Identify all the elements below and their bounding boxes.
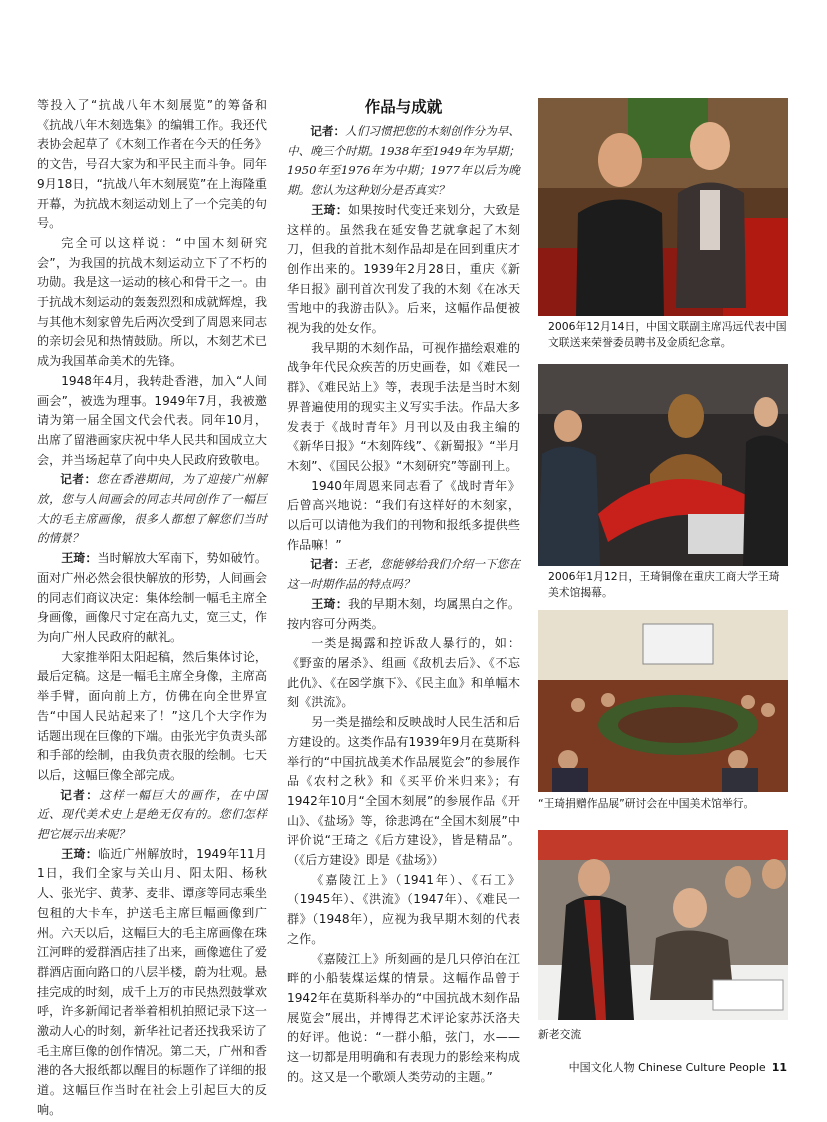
paragraph-text: 临近广州解放时，1949年11月1日，我们全家与关山月、阳太阳、杨秋人、张光宇、黄茅、麦非、谭彦等同志乘坐包租的大卡车，护送毛主席巨幅画像到广州。六天以后，这幅巨大的毛主席画像在珠江河畔的爱群酒店挂了出来，画像遮住了爱群酒店面向路口的八层半楼，蔚为壮观。悬挂完成的时刻，成千上万的市民热烈鼓掌欢呼，许多新闻记者举着相机拍照记录下这一激动人心的时刻，新华社记者还找我采访了毛主席巨像的创作情况。第二天，广州和香港的各大报纸都以醒目的标题作了详细的报道。这幅巨作当时在社会上引起巨大的反响。 xyxy=(37,846,267,1117)
interview-question xyxy=(37,786,267,845)
page-number: 11 xyxy=(771,1061,787,1074)
interview-question xyxy=(287,555,520,594)
paragraph xyxy=(287,634,520,713)
paragraph-text: 我的早期木刻，均属黑白之作。按内容可分两类。 xyxy=(287,596,520,631)
magazine-name: 中国文化人物 Chinese Culture People xyxy=(568,1061,766,1074)
paragraph-text: 如果按时代变迁来划分，大致是这样的。虽然我在延安鲁艺就拿起了木刻刀，但我的首批木刻作品却是在回到重庆才创作出来的。1939年2月28日，重庆《新华日报》副刊首次刊发了我的木刻《在冰天雪地中的我游击队》。后来，这幅作品便被视为我的处女作。 xyxy=(287,202,520,336)
paragraph-text: 我早期的木刻作品，可视作描绘艰难的战争年代民众疾苦的历史画卷，如《难民一群》、《难民站上》等，表现手法是当时木刻界普遍使用的现实主义写实手法。作品大多发表于《战时青年》月刊以及由我主编的《新华日报》“木刻阵线”、《新蜀报》“半月木刻”、《国民公报》“木刻研究”等副刊上。 xyxy=(287,340,520,473)
paragraph xyxy=(287,339,520,477)
page-footer xyxy=(569,1059,787,1075)
paragraph xyxy=(287,477,520,556)
paragraph-text: 大家推举阳太阳起稿，然后集体讨论，最后定稿。这是一幅毛主席全身像，主席高举手臂，面向前上方，仿佛在向全世界宣告“中国人民站起来了！”这几个大字作为话题出现在巨像的下端。由张光宇负责头部和手部的绘制，由我负责衣服的绘制。七天以后，这幅巨像全部完成。 xyxy=(37,649,267,782)
paragraph-text: 1940年周恩来同志看了《战时青年》后曾高兴地说：“我们有这样好的木刻家，以后可以请他为我们的刊物和报纸多提供些作品嘛！” xyxy=(287,478,520,552)
article-column-left xyxy=(37,96,267,1121)
speaker-label: 记者： xyxy=(60,472,97,487)
section-heading: 作品与成就 xyxy=(364,98,443,116)
paragraph-text: 王老，您能够给我们介绍一下您在这一时期作品的特点吗？ xyxy=(287,557,520,592)
paragraph-text: 这样一幅巨大的画作，在中国近、现代美术史上是绝无仅有的。您们怎样把它展示出来呢？ xyxy=(37,787,267,842)
photo-exchange xyxy=(538,830,788,1020)
paragraph xyxy=(37,96,267,234)
interview-question xyxy=(37,470,267,549)
paragraph xyxy=(37,648,267,786)
speaker-label: 记者： xyxy=(60,787,100,802)
photo-caption: 新老交流 xyxy=(538,1028,582,1041)
photo-caption: “王琦捐赠作品展”研讨会在中国美术馆举行。 xyxy=(538,797,755,810)
interview-answer xyxy=(37,549,267,648)
paragraph-text: 您在香港期间，为了迎接广州解放，您与人间画会的同志共同创作了一幅巨大的毛主席画像，很多人都想了解您们当时的情景？ xyxy=(37,472,267,546)
speaker-label: 王琦： xyxy=(61,551,98,566)
photo-award-presentation xyxy=(538,98,788,316)
speaker-label: 王琦： xyxy=(61,846,98,861)
photo-caption: 2006年1月12日，王琦铜像在重庆工商大学王琦美术馆揭幕。 xyxy=(548,570,780,599)
paragraph-text: 等投入了“抗战八年木刻展览”的筹备和《抗战八年木刻选集》的编辑工作。我还代表协会起草了《木刻工作者在今天的任务》的文告，号召大家为和平民主而斗争。同年9月18日，“抗战八年木刻展览”在上海隆重开幕，为抗战木刻运动划上了一个完美的句号。 xyxy=(37,98,267,231)
paragraph xyxy=(37,234,267,372)
paragraph xyxy=(37,372,267,471)
interview-answer xyxy=(287,595,520,634)
speaker-label: 王琦： xyxy=(311,202,349,217)
paragraph-text: 1948年4月，我转赴香港，加入“人间画会”，被选为理事。1949年7月，我被邀请为第一届全国文代会代表。同年10月，出席了留港画家庆祝中华人民共和国成立大会，并当场起草了向中央人民政府致敬电。 xyxy=(37,373,267,467)
paragraph-text: 一类是揭露和控诉敌人暴行的，如：《野蛮的屠杀》、组画《敌机去后》、《不忘此仇》、《在☒学旗下》、《民主血》和单幅木刻《洪流》。 xyxy=(287,636,520,710)
paragraph xyxy=(287,713,520,871)
paragraph xyxy=(287,871,520,950)
photo-seminar xyxy=(538,610,788,792)
paragraph-text: 人们习惯把您的木刻创作分为早、中、晚三个时期。1938年至1949年为早期；1950年至1976年为中期；1977年以后为晚期。您认为这种划分是否真实？ xyxy=(287,124,520,198)
photo-caption: 2006年12月14日，中国文联副主席冯远代表中国文联送来荣誉委员聘书及金质纪念章。 xyxy=(548,320,787,349)
paragraph-text: 《嘉陵江上》所刻画的是几只停泊在江畔的小船装煤运煤的情景。这幅作品曾于1942年在莫斯科举办的“中国抗战木刻作品展览会”展出，并博得艺术评论家苏沃洛夫的好评。他说：“一群小船，弦门，水——这一切都是用明确和有表现力的影绘来构成的。这又是一个歌颂人类劳动的主题。” xyxy=(287,951,520,1084)
speaker-label: 记者： xyxy=(310,124,346,138)
interview-question xyxy=(287,122,520,201)
photo-statue-unveiling xyxy=(538,364,788,566)
article-column-middle xyxy=(287,96,520,1087)
paragraph-text: 当时解放大军南下，势如破竹。面对广州必然会很快解放的形势，人间画会的同志们商议决定：集体绘制一幅毛主席全身画像，画像尺寸定在高九丈，宽三丈，作为向广州人民政府的献礼。 xyxy=(37,551,267,644)
paragraph-text: 另一类是描绘和反映战时人民生活和后方建设的。这类作品有1939年9月在莫斯科举行的“中国抗战美术作品展览会”的参展作品《农村之秋》和《买平价米归来》；有1942年10月“全国木刻展”的参展作品《开山》、《盐场》等，徐悲鸿在“全国木刻展”中评价说“王琦之《后方建设》，皆是精品”。（《后方建设》即是《盐场》） xyxy=(287,715,520,868)
paragraph-text: 完全可以这样说：“中国木刻研究会”，为我国的抗战木刻运动立下了不朽的功勋。我是这一运动的核心和骨干之一。由于抗战木刻运动的轰轰烈烈和成就辉煌，我与其他木刻家曾先后两次受到了周恩来同志的亲切会见和热情鼓励。所以，木刻艺术已成为我国革命美术的先锋。 xyxy=(37,235,267,369)
paragraph-text: 《嘉陵江上》（1941年）、《石工》（1945年）、《洪流》（1947年）、《难民一群》（1948年），应视为我早期木刻的代表之作。 xyxy=(287,872,520,946)
speaker-label: 王琦： xyxy=(311,596,349,611)
paragraph xyxy=(287,950,520,1088)
speaker-label: 记者： xyxy=(310,557,346,572)
interview-answer xyxy=(37,845,267,1121)
interview-answer xyxy=(287,201,520,339)
